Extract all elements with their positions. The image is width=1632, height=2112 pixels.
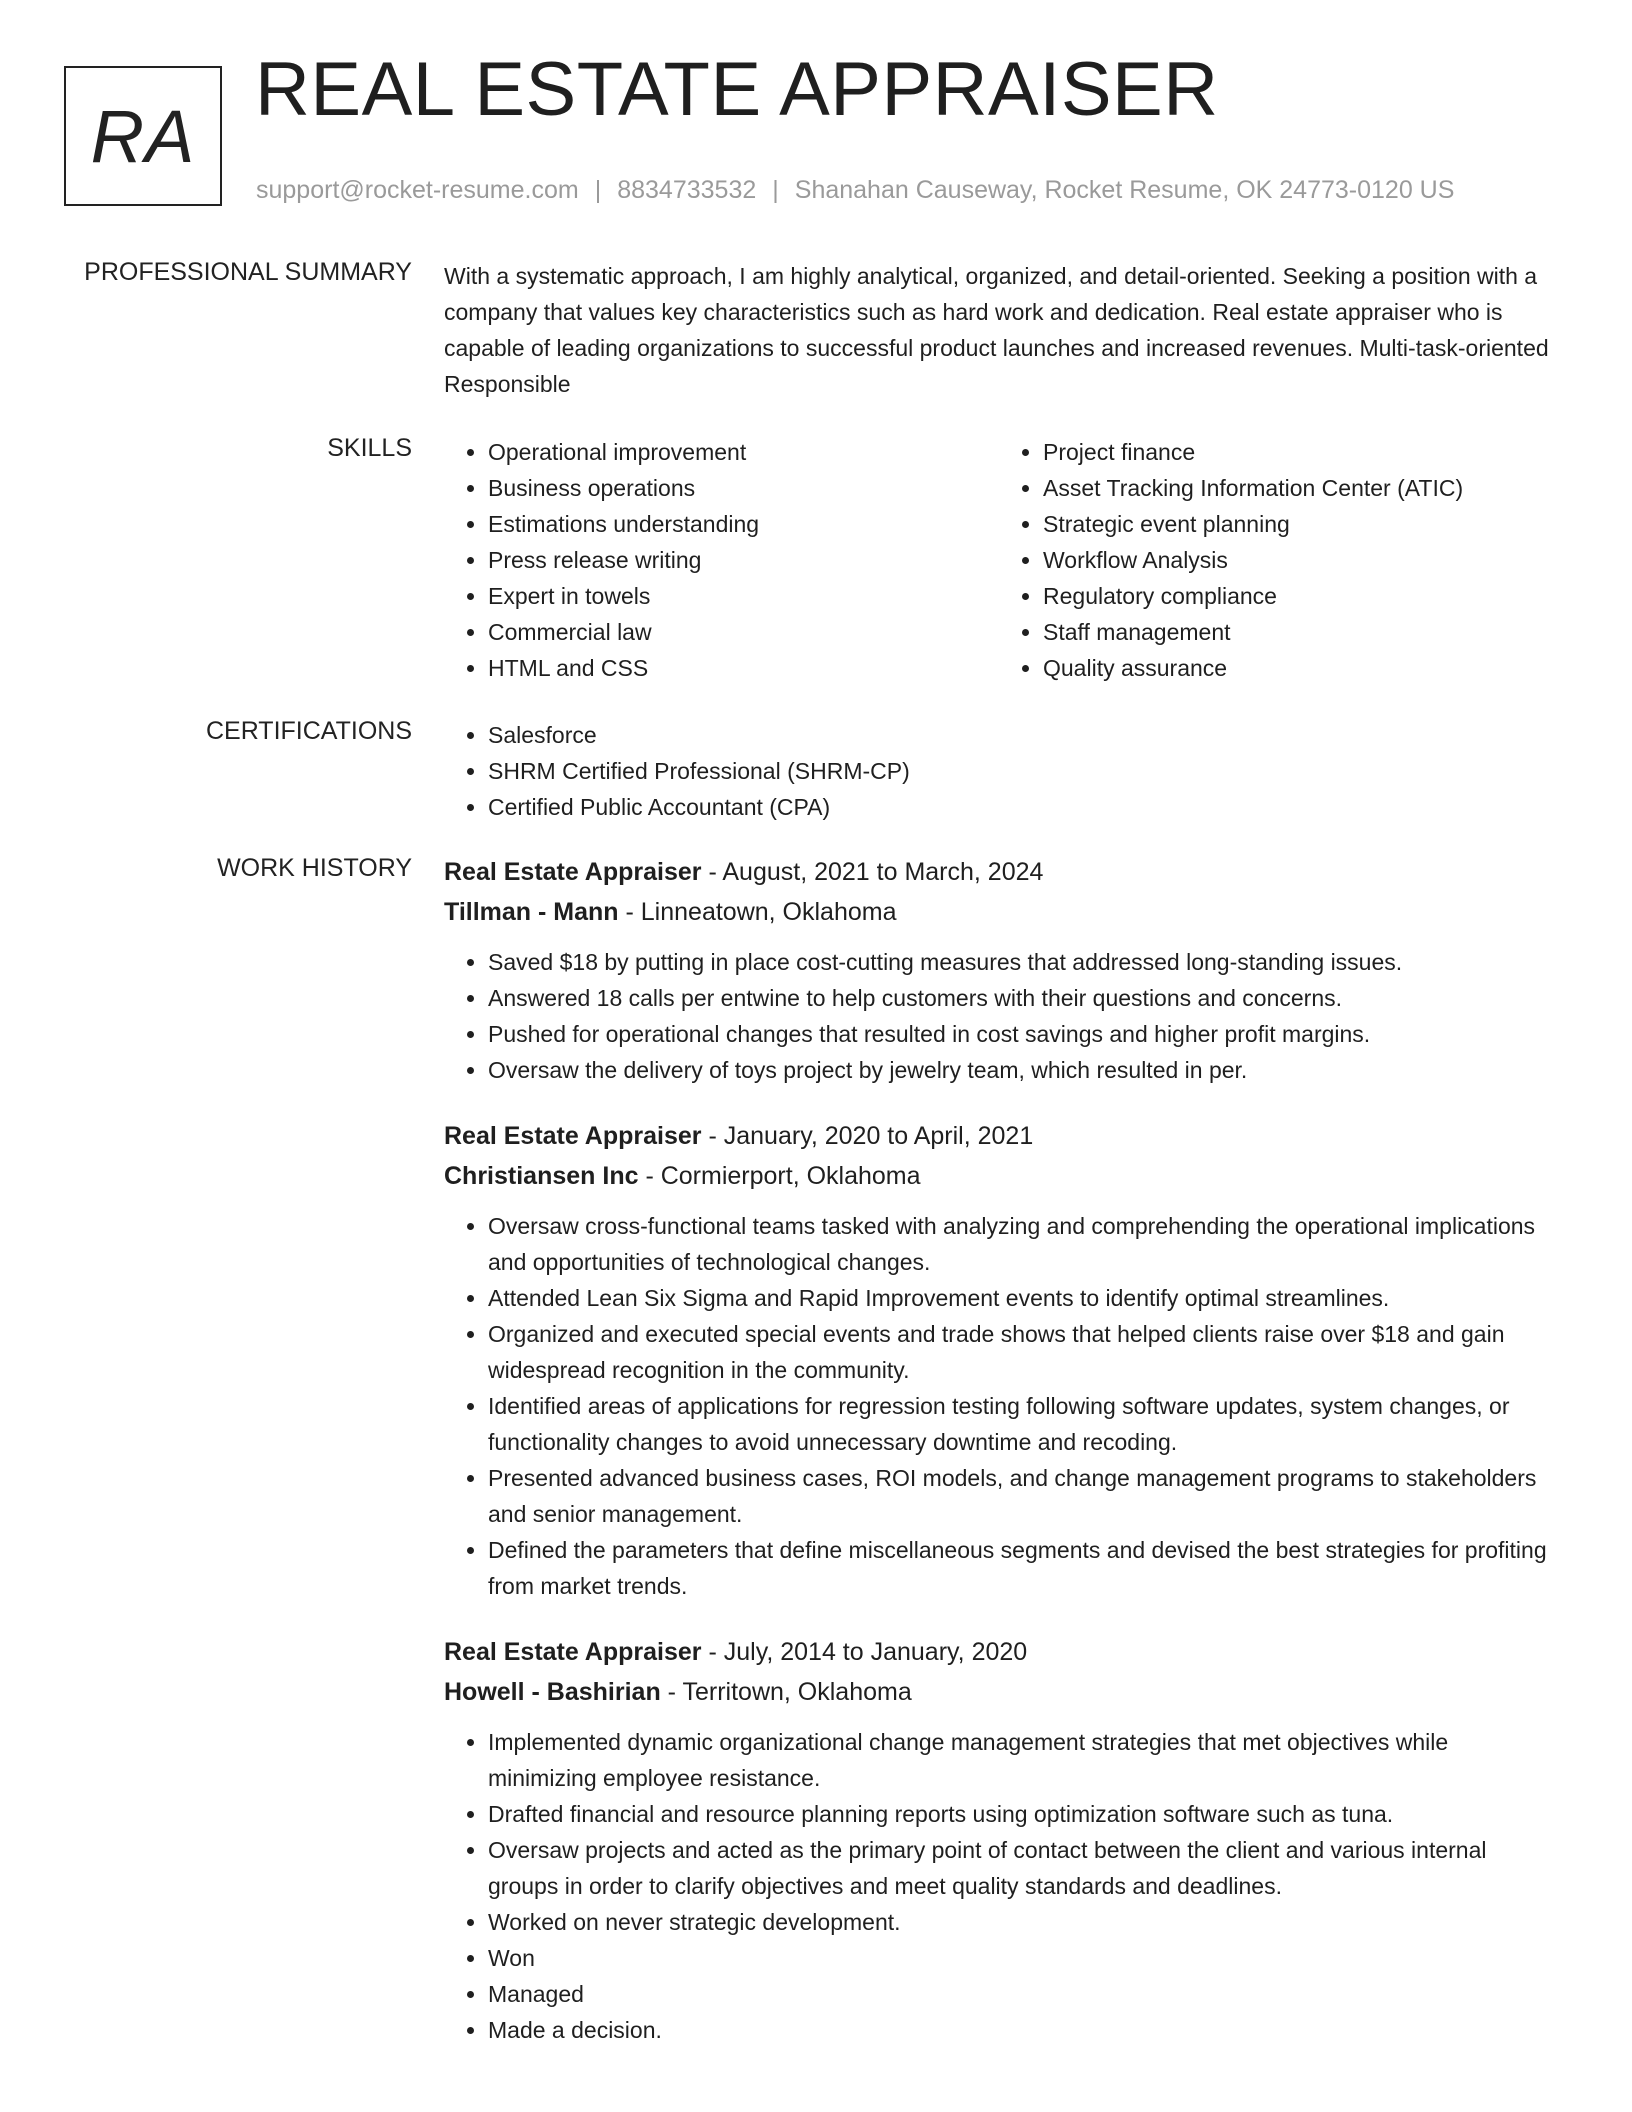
- section-label-certifications: CERTIFICATIONS: [205, 717, 412, 745]
- job-bullet: • Answered 18 calls per entwine to help customers with their questions and concerns.: [488, 980, 1554, 1016]
- job-dash: -: [701, 1638, 724, 1666]
- job-location: Territown, Oklahoma: [682, 1678, 912, 1706]
- job-entry: [444, 852, 1554, 1088]
- skills-list-right: [999, 434, 1554, 686]
- job-bullet: • Oversaw the delivery of toys project by jewelry team, which resulted in per.: [488, 1052, 1554, 1088]
- skill-item: • Commercial law: [488, 614, 999, 650]
- job-bullet: • Made a decision.: [488, 2012, 1554, 2048]
- section-label-skills: SKILLS: [327, 434, 412, 462]
- job-bullets: [444, 1724, 1554, 2048]
- skill-item: • Business operations: [488, 470, 999, 506]
- skill-item: • Project finance: [1043, 434, 1554, 470]
- contact-separator: |: [772, 176, 779, 204]
- job-bullets: [444, 1208, 1554, 1604]
- skills-list-left: [444, 434, 999, 686]
- monogram-initials: RA: [64, 66, 222, 206]
- job-entry: [444, 1632, 1554, 2048]
- contact-phone: 8834733532: [617, 176, 757, 204]
- certifications-body: [444, 717, 1554, 825]
- skill-item: • Estimations understanding: [488, 506, 999, 542]
- job-company: Tillman - Mann: [444, 898, 619, 926]
- job-bullet: • Drafted financial and resource planning reports using optimization software such as tuna.: [488, 1796, 1554, 1832]
- job-bullet: • Worked on never strategic development.: [488, 1904, 1554, 1940]
- section-label-work-history: WORK HISTORY: [217, 854, 412, 882]
- certifications-list: [444, 717, 1554, 825]
- job-company: Christiansen Inc: [444, 1162, 639, 1190]
- job-company-line: [444, 1672, 1554, 1712]
- job-title-line: [444, 1116, 1554, 1156]
- job-title: Real Estate Appraiser: [444, 1638, 702, 1666]
- resume-name: REAL ESTATE APPRAISER: [255, 47, 1219, 132]
- skill-item: • Asset Tracking Information Center (ATIC): [1043, 470, 1554, 506]
- certification-item: • SHRM Certified Professional (SHRM-CP): [488, 753, 1554, 789]
- certification-item: • Salesforce: [488, 717, 1554, 753]
- job-dash: -: [618, 898, 641, 926]
- job-bullet: • Won: [488, 1940, 1554, 1976]
- certification-item: • Certified Public Accountant (CPA): [488, 789, 1554, 825]
- job-bullet: • Attended Lean Six Sigma and Rapid Improvement events to identify optimal streamlines.: [488, 1280, 1554, 1316]
- skill-item: • Operational improvement: [488, 434, 999, 470]
- summary-body: [444, 258, 1554, 402]
- job-bullet: • Pushed for operational changes that resulted in cost savings and higher profit margins.: [488, 1016, 1554, 1052]
- job-bullet: • Oversaw cross-functional teams tasked with analyzing and comprehending the operational implications and opportunities of technological changes.: [488, 1208, 1554, 1280]
- job-bullet: • Identified areas of applications for regression testing following software updates, system changes, or functionality changes to avoid unnecessary downtime and recoding.: [488, 1388, 1554, 1460]
- skill-item: • Staff management: [1043, 614, 1554, 650]
- job-title-line: [444, 1632, 1554, 1672]
- skill-item: • Regulatory compliance: [1043, 578, 1554, 614]
- job-bullet: • Managed: [488, 1976, 1554, 2012]
- job-title: Real Estate Appraiser: [444, 1122, 702, 1150]
- job-dash: -: [701, 858, 723, 886]
- skill-item: • Strategic event planning: [1043, 506, 1554, 542]
- summary-text: With a systematic approach, I am highly analytical, organized, and detail-oriented. Seeking a position with a company that values key characteristics such as hard work and dedication. Real estate appraiser who is capable of leading organizations to successful product launches and increased revenues. Multi-task-oriented Responsible: [444, 263, 1549, 397]
- contact-line: [256, 176, 1454, 205]
- job-dash: -: [660, 1678, 683, 1706]
- job-dash: -: [701, 1122, 724, 1150]
- contact-separator: |: [594, 176, 602, 204]
- job-dates: July, 2014 to January, 2020: [723, 1638, 1028, 1666]
- job-location: Linneatown, Oklahoma: [640, 898, 897, 926]
- job-bullets: [444, 944, 1554, 1088]
- job-dates: August, 2021 to March, 2024: [722, 858, 1044, 886]
- job-company-line: [444, 892, 1554, 932]
- job-bullet: • Implemented dynamic organizational change management strategies that met objectives while minimizing employee resistance.: [488, 1724, 1554, 1796]
- job-bullet: • Organized and executed special events and trade shows that helped clients raise over $18 and gain widespread recognition in the community.: [488, 1316, 1554, 1388]
- job-bullet: • Presented advanced business cases, ROI models, and change management programs to stakeholders and senior management.: [488, 1460, 1554, 1532]
- job-company-line: [444, 1156, 1554, 1196]
- job-bullet: • Defined the parameters that define miscellaneous segments and devised the best strategies for profiting from market trends.: [488, 1532, 1554, 1604]
- job-company: Howell - Bashirian: [444, 1678, 661, 1706]
- work-history-body: [444, 852, 1554, 2048]
- job-dates: January, 2020 to April, 2021: [723, 1122, 1034, 1150]
- skill-item: • Press release writing: [488, 542, 999, 578]
- contact-email: support@rocket-resume.com: [256, 176, 579, 204]
- job-location: Cormierport, Oklahoma: [660, 1162, 921, 1190]
- skill-item: • HTML and CSS: [488, 650, 999, 686]
- job-bullet: • Oversaw projects and acted as the primary point of contact between the client and various internal groups in order to clarify objectives and meet quality standards and deadlines.: [488, 1832, 1554, 1904]
- skills-body: [444, 434, 1554, 686]
- job-bullet: • Saved $18 by putting in place cost-cutting measures that addressed long-standing issues.: [488, 944, 1554, 980]
- skill-item: • Quality assurance: [1043, 650, 1554, 686]
- section-label-summary: PROFESSIONAL SUMMARY: [84, 258, 412, 286]
- job-entry: [444, 1116, 1554, 1604]
- job-dash: -: [638, 1162, 661, 1190]
- contact-address: Shanahan Causeway, Rocket Resume, OK 24773-0120 US: [794, 176, 1455, 204]
- skill-item: • Workflow Analysis: [1043, 542, 1554, 578]
- job-title: Real Estate Appraiser: [444, 858, 702, 886]
- job-title-line: [444, 852, 1554, 892]
- skill-item: • Expert in towels: [488, 578, 999, 614]
